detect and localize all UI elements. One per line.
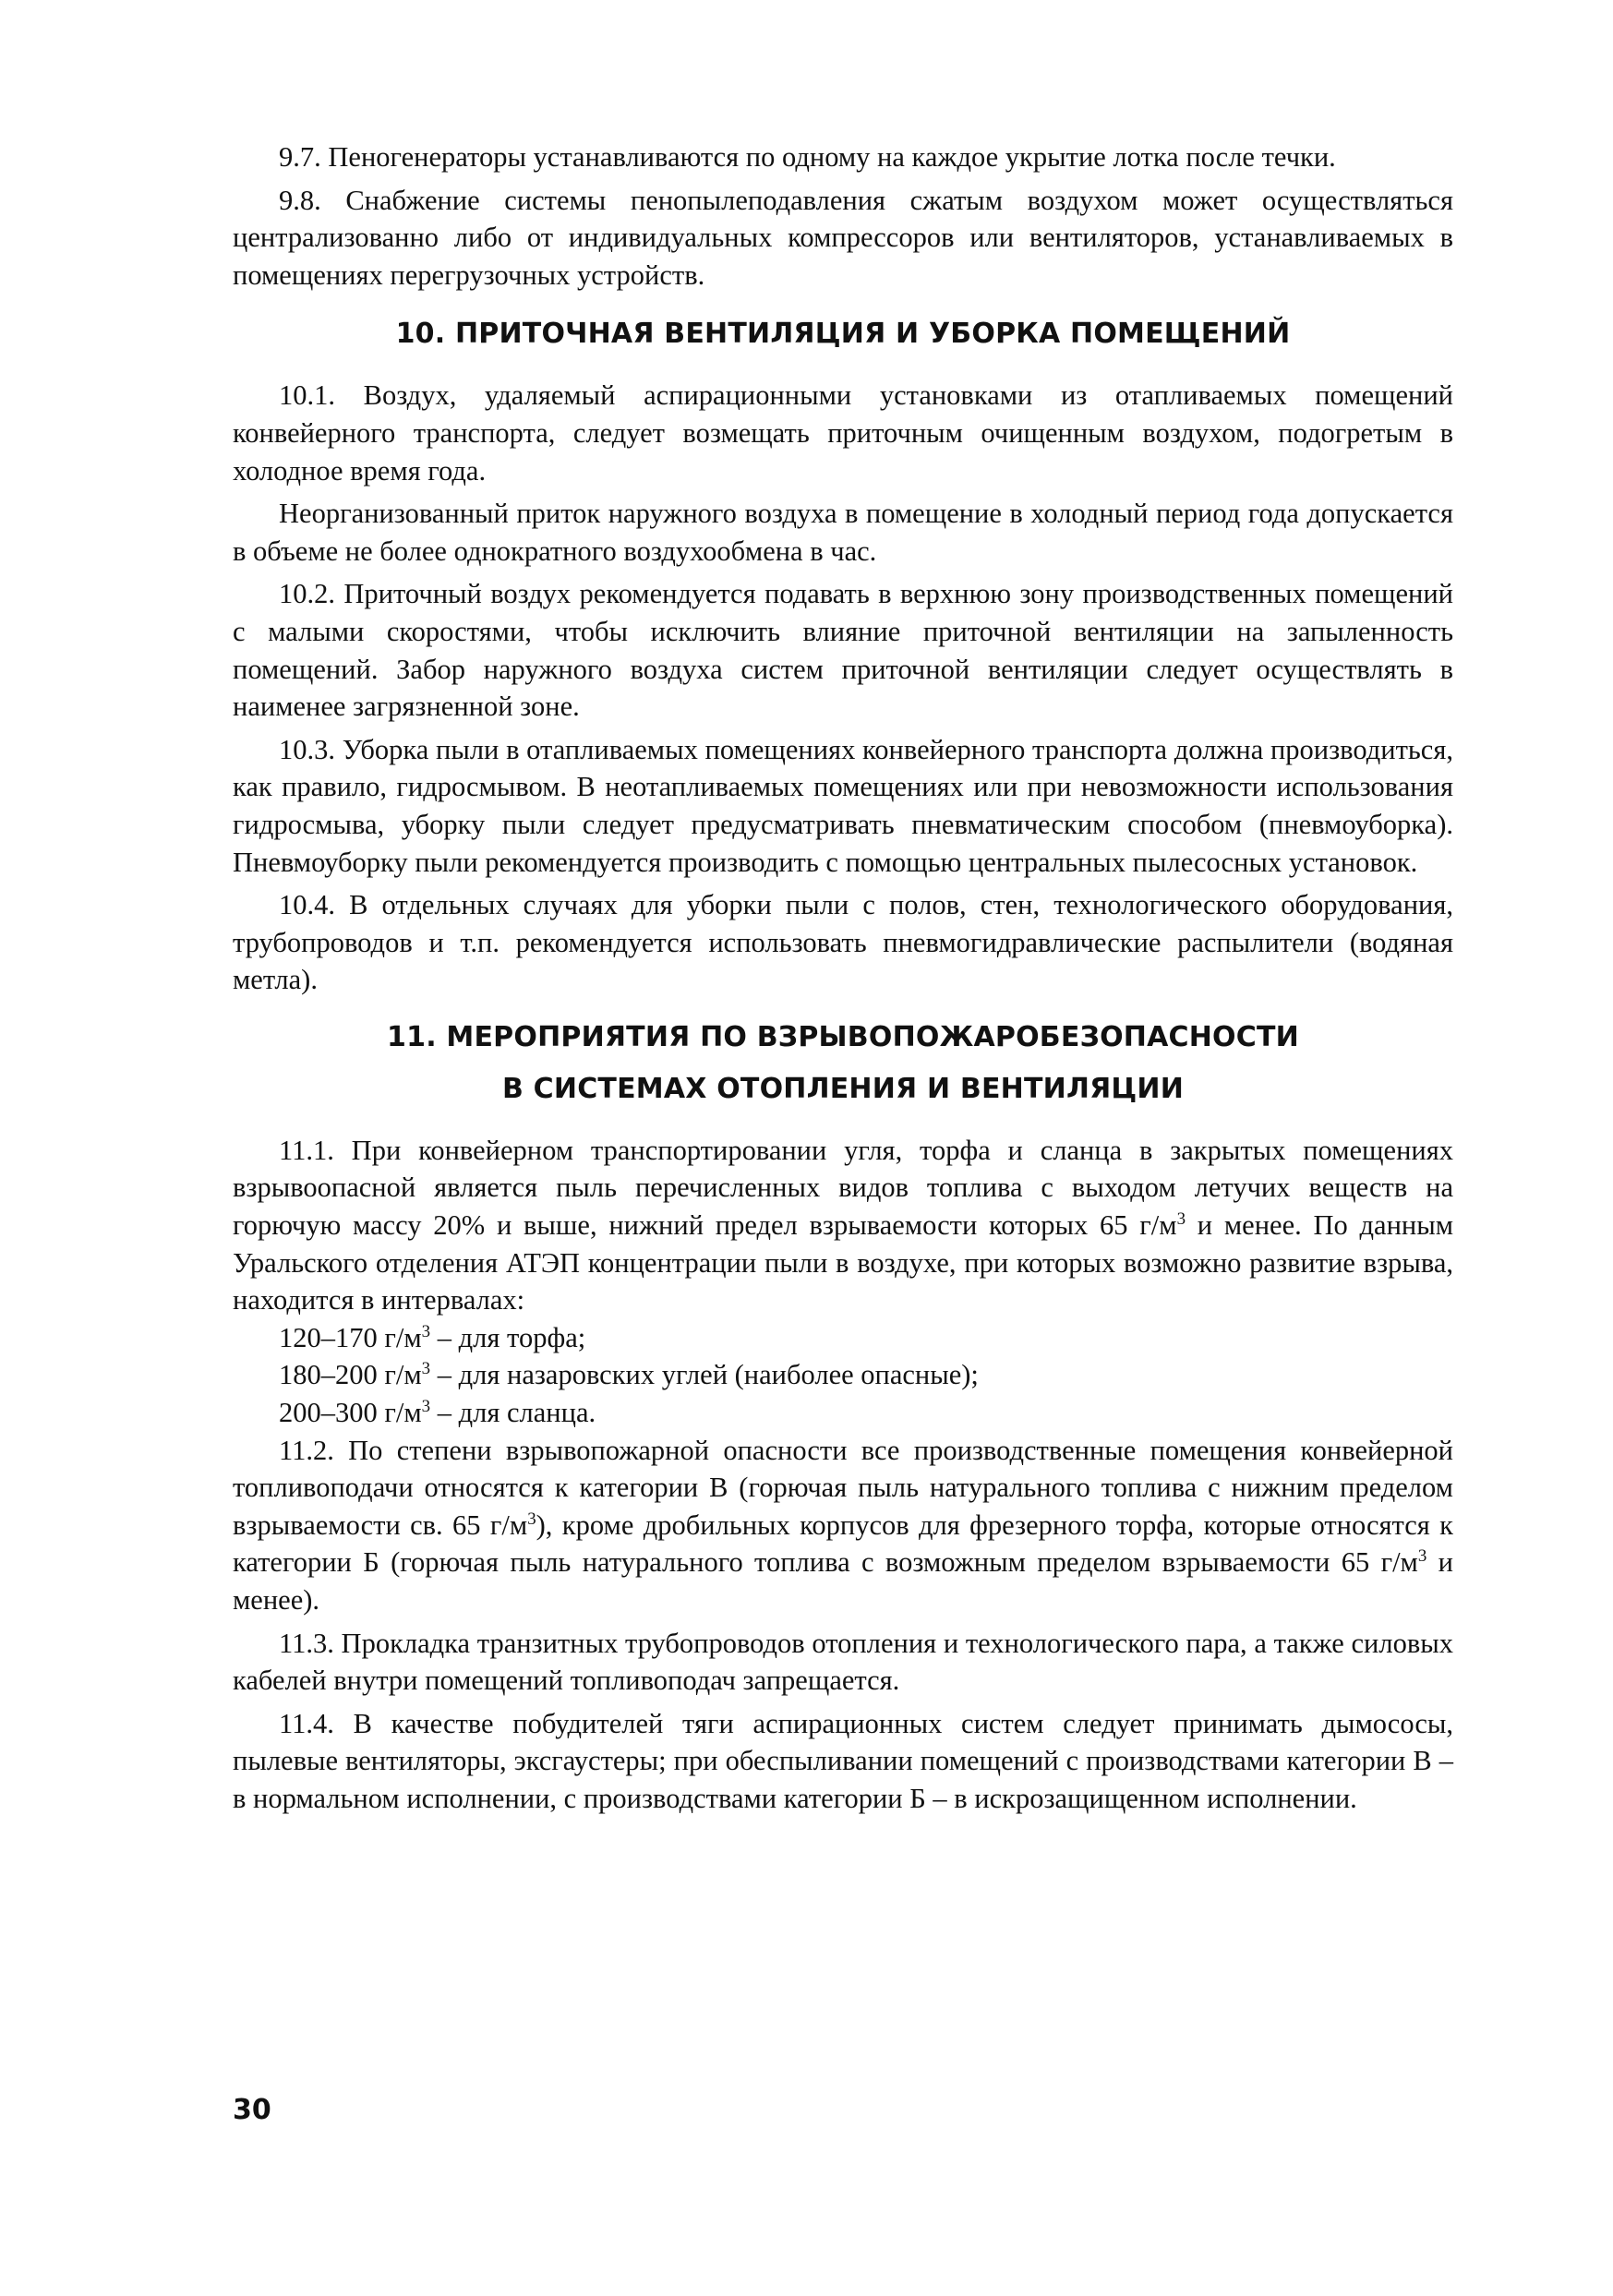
list-item	[233, 1319, 1453, 1357]
list-item-desc: – для сланца.	[430, 1397, 596, 1429]
paragraph-11-1-text: 11.1. При конвейерном транспортировании угля, торфа и сланца в закрытых помещениях взрывоопасной является пыль перечисленных видов топлива с выходом летучих веществ на горючую массу 20% и выше, нижний предел взрываемости которых 65 г/м	[233, 1134, 1453, 1242]
paragraph-9-8: 9.8. Снабжение системы пенопылеподавления сжатым воздухом может осуществляться централизованно либо от индивидуальных компрессоров или вентиляторов, устанавливаемых в помещениях перегрузочных устройств.	[233, 184, 1453, 291]
superscript: 3	[421, 1321, 431, 1341]
list-item-range: 120–170 г/м	[279, 1321, 422, 1353]
paragraph-11-2-text-c: и менее).	[233, 1546, 1453, 1616]
list-item	[233, 1356, 1453, 1394]
list-item-range: 200–300 г/м	[279, 1397, 422, 1429]
paragraph-11-1-text-cont: и менее. По данным Уральского отделения АТЭП концентрации пыли в воздухе, при которых возможно развитие взрыва, находится в интервалах:	[233, 1209, 1454, 1316]
page-number: 30	[233, 2094, 271, 2126]
document-page	[233, 138, 1453, 1818]
superscript: 3	[527, 1509, 536, 1529]
list-item	[233, 1394, 1453, 1432]
section-10-heading: 10. ПРИТОЧНАЯ ВЕНТИЛЯЦИЯ И УБОРКА ПОМЕЩЕНИЙ	[395, 318, 1291, 351]
paragraph-11-1	[233, 1132, 1453, 1319]
paragraph-11-4: 11.4. В качестве побудителей тяги аспирационных систем следует принимать дымососы, пылевые вентиляторы, эксгаустеры; при обеспыливании помещений с производствами категории В – в нормальном исполнении, с производствами категории Б – в искрозащищенном исполнении.	[233, 1707, 1453, 1814]
superscript: 3	[1176, 1208, 1186, 1229]
superscript: 3	[1417, 1546, 1427, 1567]
section-11-heading	[233, 1012, 1453, 1115]
superscript: 3	[421, 1396, 431, 1416]
paragraph-11-2	[233, 1432, 1453, 1619]
paragraph-11-3: 11.3. Прокладка транзитных трубопроводов отопления и технологического пара, а также силовых кабелей внутри помещений топливоподач запрещается.	[233, 1627, 1453, 1697]
section-11-heading-line1: 11. МЕРОПРИЯТИЯ ПО ВЗРЫВОПОЖАРОБЕЗОПАСНОСТИ	[387, 1020, 1299, 1053]
paragraph-10-2: 10.2. Приточный воздух рекомендуется подавать в верхнюю зону производственных помещений с малыми скоростями, чтобы исключить влияние приточной вентиляции на запыленность помещений. Забор наружного воздуха систем приточной вентиляции следует осуществлять в наименее загрязненной зоне.	[233, 578, 1453, 723]
list-item-desc: – для назаровских углей (наиболее опасные);	[430, 1359, 979, 1391]
list-item-range: 180–200 г/м	[279, 1359, 422, 1391]
paragraph-11-2-text-b: ), кроме дробильных корпусов для фрезерного торфа, которые относятся к категории Б (горючая пыль натурального топлива с возможным пределом взрываемости 65 г/м	[233, 1509, 1453, 1579]
superscript: 3	[421, 1359, 431, 1379]
paragraph-10-1-cont: Неорганизованный приток наружного воздуха в помещение в холодный период года допускается в объеме не более однократного воздухообмена в час.	[233, 498, 1453, 567]
paragraph-10-1: 10.1. Воздух, удаляемый аспирационными установками из отапливаемых помещений конвейерного транспорта, следует возмещать приточным очищенным воздухом, подогретым в холодное время года.	[233, 379, 1453, 487]
list-item-desc: – для торфа;	[430, 1321, 586, 1353]
paragraph-10-4: 10.4. В отдельных случаях для уборки пыли с полов, стен, технологического оборудования, трубопроводов и т.п. рекомендуется использовать пневмогидравлические распылители (водяная метла).	[233, 889, 1453, 996]
concentration-list	[233, 1319, 1453, 1432]
section-11-heading-line2: В СИСТЕМАХ ОТОПЛЕНИЯ И ВЕНТИЛЯЦИИ	[501, 1072, 1185, 1105]
paragraph-9-7: 9.7. Пеногенераторы устанавливаются по одному на каждое укрытие лотка после течки.	[279, 141, 1336, 173]
paragraph-10-3: 10.3. Уборка пыли в отапливаемых помещениях конвейерного транспорта должна производиться, как правило, гидросмывом. В неотапливаемых помещениях или при невозможности использования гидросмыва, уборку пыли следует предусматривать пневматическим способом (пневмоуборка). Пневмоуборку пыли рекомендуется производить с помощью центральных пылесосных установок.	[233, 733, 1453, 878]
paragraph-11-2-text-a: 11.2. По степени взрывопожарной опасности все производственные помещения конвейерной топливоподачи относятся к категории В (горючая пыль натурального топлива с нижним пределом взрываемости св. 65 г/м	[233, 1434, 1453, 1541]
